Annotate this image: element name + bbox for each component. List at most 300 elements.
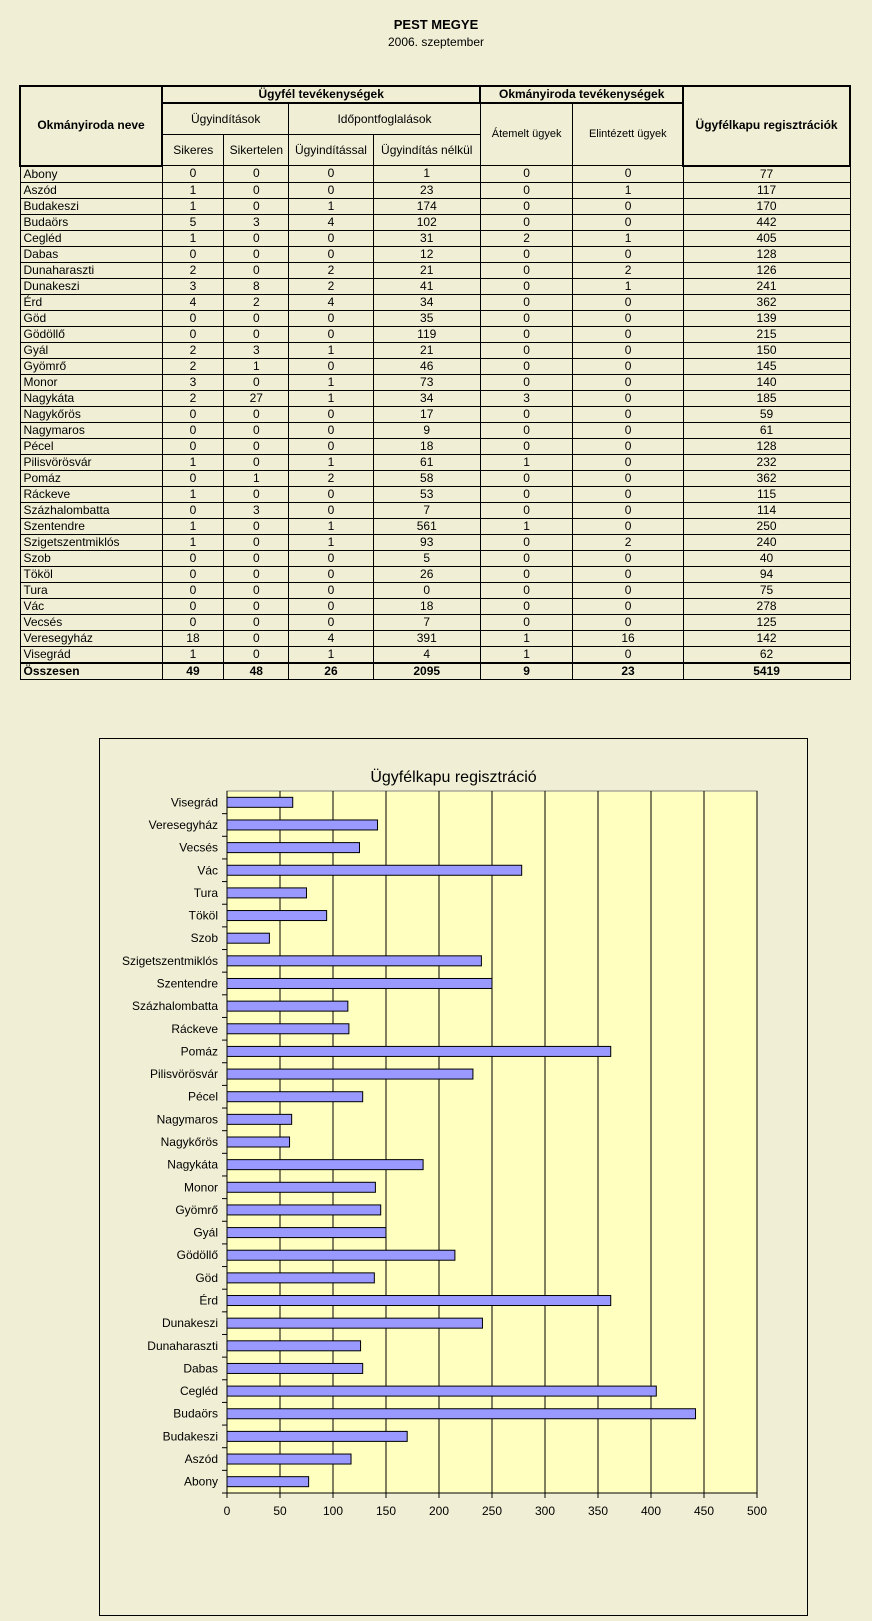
group-client-header: Ügyfél tevékenységek [162,86,480,103]
value-cell: 12 [373,246,480,262]
bar [227,911,327,921]
value-cell: 0 [224,182,289,198]
x-tick-label: 150 [375,1504,397,1518]
office-name-cell: Vác [20,598,162,614]
value-cell: 0 [289,582,373,598]
y-tick-label: Cegléd [179,1384,218,1399]
y-tick-label: Dunakeszi [161,1316,218,1331]
value-cell: 3 [480,390,573,406]
bar [227,1454,351,1464]
value-cell: 0 [289,166,373,183]
x-tick-label: 200 [428,1504,450,1518]
value-cell: 0 [289,486,373,502]
value-cell: 0 [480,214,573,230]
value-cell: 1 [162,646,224,663]
value-cell: 4 [289,214,373,230]
table-body [20,166,850,680]
value-cell: 1 [289,534,373,550]
value-cell: 0 [573,294,683,310]
y-tick-label: Veresegyház [148,817,218,832]
value-cell: 0 [289,358,373,374]
table-row [20,310,850,326]
value-cell: 119 [373,326,480,342]
value-cell: 0 [289,422,373,438]
chart-title: Ügyfélkapu regisztráció [370,769,537,786]
value-cell: 185 [683,390,850,406]
office-name-cell: Nagykőrös [20,406,162,422]
value-cell: 0 [224,262,289,278]
value-cell: 5 [373,550,480,566]
table-row [20,198,850,214]
value-cell: 1 [573,182,683,198]
value-cell: 0 [573,214,683,230]
value-cell: 2 [162,390,224,406]
office-name-cell: Tököl [20,566,162,582]
value-cell: 0 [480,582,573,598]
value-cell: 2 [224,294,289,310]
office-name-cell: Monor [20,374,162,390]
office-name-cell: Százhalombatta [20,502,162,518]
value-cell: 0 [573,246,683,262]
y-tick-label: Gyál [193,1225,218,1240]
value-cell: 250 [683,518,850,534]
table-row [20,566,850,582]
value-cell: 0 [480,326,573,342]
value-cell: 34 [373,294,480,310]
bar [227,1341,361,1351]
value-cell: 1 [162,230,224,246]
value-cell: 0 [162,422,224,438]
col-with-header: Ügyindítással [289,135,373,166]
value-cell: 115 [683,486,850,502]
value-cell: 75 [683,582,850,598]
y-tick-label: Tura [193,885,218,900]
value-cell: 0 [162,438,224,454]
value-cell: 1 [162,518,224,534]
table-row [20,326,850,342]
value-cell: 0 [162,470,224,486]
value-cell: 0 [573,358,683,374]
value-cell: 1 [573,230,683,246]
y-tick-label: Nagykáta [167,1157,218,1172]
value-cell: 3 [224,342,289,358]
table-total-row [20,663,850,680]
bar [227,820,378,830]
value-cell: 4 [289,630,373,646]
value-cell: 2 [162,358,224,374]
table-row [20,278,850,294]
office-name-cell: Cegléd [20,230,162,246]
value-cell: 114 [683,502,850,518]
office-name-cell: Göd [20,310,162,326]
y-tick-label: Vecsés [179,840,218,855]
value-cell: 0 [480,310,573,326]
bar [227,1296,611,1306]
value-cell: 278 [683,598,850,614]
value-cell: 1 [289,374,373,390]
value-cell: 0 [224,598,289,614]
value-cell: 1 [162,454,224,470]
value-cell: 49 [162,663,224,680]
value-cell: 0 [480,342,573,358]
table-row [20,230,850,246]
table-row [20,438,850,454]
value-cell: 62 [683,646,850,663]
value-cell: 4 [373,646,480,663]
office-name-cell: Aszód [20,182,162,198]
value-cell: 0 [224,646,289,663]
x-tick-label: 400 [640,1504,662,1518]
value-cell: 0 [573,406,683,422]
value-cell: 362 [683,470,850,486]
value-cell: 442 [683,214,850,230]
table-row [20,582,850,598]
value-cell: 0 [573,422,683,438]
value-cell: 58 [373,470,480,486]
bar [227,1069,473,1079]
value-cell: 0 [289,406,373,422]
table-row [20,374,850,390]
value-cell: 48 [224,663,289,680]
office-name-cell: Ráckeve [20,486,162,502]
value-cell: 0 [224,230,289,246]
value-cell: 0 [224,550,289,566]
value-cell: 2 [289,262,373,278]
value-cell: 1 [162,198,224,214]
value-cell: 0 [162,502,224,518]
value-cell: 40 [683,550,850,566]
value-cell: 0 [224,326,289,342]
chart-area [99,738,808,1616]
value-cell: 9 [480,663,573,680]
y-tick-label: Ráckeve [171,1021,218,1036]
value-cell: 0 [480,246,573,262]
table-row [20,470,850,486]
value-cell: 0 [289,310,373,326]
value-cell: 2 [573,262,683,278]
bar [227,1160,423,1170]
value-cell: 17 [373,406,480,422]
value-cell: 35 [373,310,480,326]
value-cell: 0 [480,438,573,454]
bar [227,1114,292,1124]
value-cell: 2 [480,230,573,246]
value-cell: 2 [162,342,224,358]
value-cell: 0 [480,486,573,502]
y-tick-label: Dabas [183,1361,218,1376]
table-row [20,246,850,262]
x-tick-label: 300 [534,1504,556,1518]
value-cell: 41 [373,278,480,294]
value-cell: 1 [573,278,683,294]
x-tick-label: 500 [746,1504,768,1518]
value-cell: 0 [480,294,573,310]
office-name-cell: Veresegyház [20,630,162,646]
value-cell: 23 [373,182,480,198]
value-cell: 7 [373,502,480,518]
value-cell: 46 [373,358,480,374]
value-cell: 0 [289,182,373,198]
sub-initiations-header: Ügyindítások [162,103,289,135]
bar [227,1001,348,1011]
value-cell: 0 [573,454,683,470]
value-cell: 3 [224,502,289,518]
value-cell: 18 [373,438,480,454]
value-cell: 27 [224,390,289,406]
office-name-cell: Abony [20,166,162,183]
value-cell: 0 [224,614,289,630]
value-cell: 1 [162,182,224,198]
value-cell: 0 [289,326,373,342]
office-name-cell: Dunaharaszti [20,262,162,278]
office-name-cell: Visegrád [20,646,162,663]
value-cell: 0 [573,598,683,614]
office-name-cell: Dabas [20,246,162,262]
office-name-cell: Budaörs [20,214,162,230]
value-cell: 0 [480,374,573,390]
value-cell: 1 [289,342,373,358]
value-cell: 0 [289,246,373,262]
col-office-header: Okmányiroda neve [20,86,162,166]
value-cell: 73 [373,374,480,390]
value-cell: 0 [573,470,683,486]
value-cell: 2 [573,534,683,550]
value-cell: 0 [224,630,289,646]
y-tick-label: Göd [195,1270,218,1285]
value-cell: 61 [683,422,850,438]
col-without-header: Ügyindítás nélkül [373,135,480,166]
value-cell: 174 [373,198,480,214]
value-cell: 59 [683,406,850,422]
bar [227,1205,381,1215]
value-cell: 31 [373,230,480,246]
value-cell: 94 [683,566,850,582]
value-cell: 0 [224,566,289,582]
value-cell: 0 [162,406,224,422]
value-cell: 21 [373,342,480,358]
office-name-cell: Gyál [20,342,162,358]
y-tick-label: Pilisvörösvár [149,1067,218,1082]
value-cell: 0 [573,566,683,582]
value-cell: 102 [373,214,480,230]
bar [227,1477,309,1487]
office-name-cell: Szob [20,550,162,566]
value-cell: 2 [162,262,224,278]
value-cell: 0 [480,422,573,438]
y-tick-label: Abony [183,1474,218,1489]
value-cell: 18 [373,598,480,614]
value-cell: 1 [162,486,224,502]
value-cell: 2095 [373,663,480,680]
office-name-cell: Gyömrő [20,358,162,374]
table-row [20,518,850,534]
office-name-cell: Összesen [20,663,162,680]
table-row [20,550,850,566]
value-cell: 93 [373,534,480,550]
value-cell: 0 [289,550,373,566]
value-cell: 0 [224,454,289,470]
value-cell: 0 [480,406,573,422]
value-cell: 8 [224,278,289,294]
value-cell: 561 [373,518,480,534]
value-cell: 362 [683,294,850,310]
value-cell: 0 [224,422,289,438]
value-cell: 1 [480,646,573,663]
table-row [20,614,850,630]
office-name-cell: Gödöllő [20,326,162,342]
value-cell: 0 [480,278,573,294]
value-cell: 5 [162,214,224,230]
value-cell: 0 [162,246,224,262]
bar [227,933,269,943]
value-cell: 0 [480,358,573,374]
value-cell: 1 [480,630,573,646]
x-tick-label: 0 [223,1504,231,1518]
value-cell: 0 [573,198,683,214]
value-cell: 9 [373,422,480,438]
table-row [20,406,850,422]
x-tick-label: 100 [322,1504,344,1518]
value-cell: 1 [289,390,373,406]
value-cell: 240 [683,534,850,550]
bar [227,1137,290,1147]
office-name-cell: Szentendre [20,518,162,534]
value-cell: 1 [289,198,373,214]
value-cell: 0 [480,550,573,566]
value-cell: 0 [162,166,224,183]
value-cell: 391 [373,630,480,646]
y-tick-label: Budaörs [173,1406,218,1421]
value-cell: 0 [573,550,683,566]
value-cell: 0 [573,502,683,518]
value-cell: 0 [573,310,683,326]
value-cell: 3 [162,278,224,294]
y-tick-label: Dunaharaszti [147,1338,218,1353]
value-cell: 21 [373,262,480,278]
value-cell: 0 [224,198,289,214]
value-cell: 0 [573,326,683,342]
col-success-header: Sikeres [162,135,224,166]
y-tick-label: Nagykőrös [160,1135,218,1149]
office-name-cell: Tura [20,582,162,598]
value-cell: 0 [573,166,683,183]
office-name-cell: Pilisvörösvár [20,454,162,470]
value-cell: 0 [162,614,224,630]
table-row [20,534,850,550]
value-cell: 0 [162,598,224,614]
page-subtitle: 2006. szeptember [387,35,485,49]
bar [227,797,293,807]
bar [227,1386,656,1396]
value-cell: 128 [683,438,850,454]
value-cell: 61 [373,454,480,470]
table-row [20,294,850,310]
office-name-cell: Budakeszi [20,198,162,214]
table-row [20,422,850,438]
value-cell: 0 [480,166,573,183]
bar [227,865,522,875]
value-cell: 0 [224,374,289,390]
value-cell: 0 [480,566,573,582]
table-row [20,358,850,374]
value-cell: 0 [573,486,683,502]
value-cell: 1 [224,358,289,374]
value-cell: 0 [480,598,573,614]
value-cell: 125 [683,614,850,630]
value-cell: 1 [480,518,573,534]
bar [227,1273,374,1283]
bar [227,888,307,898]
y-tick-label: Vác [197,863,218,878]
bar [227,1046,611,1056]
bar [227,956,481,966]
table-row [20,390,850,406]
bar [227,843,360,853]
value-cell: 0 [289,614,373,630]
value-cell: 126 [683,262,850,278]
value-cell: 3 [162,374,224,390]
value-cell: 0 [224,486,289,502]
value-cell: 77 [683,166,850,183]
y-tick-label: Érd [199,1293,218,1308]
value-cell: 0 [573,390,683,406]
sub-appointments-header: Időpontfoglalások [289,103,481,135]
value-cell: 4 [289,294,373,310]
value-cell: 18 [162,630,224,646]
table-row [20,262,850,278]
bar [227,1431,407,1441]
value-cell: 0 [224,166,289,183]
y-tick-label: Nagymaros [156,1112,218,1127]
value-cell: 0 [573,646,683,663]
value-cell: 0 [573,518,683,534]
value-cell: 1 [289,646,373,663]
y-tick-label: Monor [183,1180,218,1195]
value-cell: 0 [162,550,224,566]
table-row [20,342,850,358]
office-name-cell: Nagymaros [20,422,162,438]
value-cell: 0 [480,502,573,518]
y-tick-label: Pécel [187,1089,218,1104]
group-office-header: Okmányiroda tevékenységek [480,86,683,103]
value-cell: 145 [683,358,850,374]
y-tick-label: Aszód [184,1452,218,1467]
value-cell: 0 [289,502,373,518]
value-cell: 0 [162,566,224,582]
office-name-cell: Pécel [20,438,162,454]
value-cell: 1 [480,454,573,470]
value-cell: 0 [162,310,224,326]
value-cell: 34 [373,390,480,406]
value-cell: 170 [683,198,850,214]
x-tick-label: 350 [587,1504,609,1518]
table-row [20,598,850,614]
value-cell: 0 [224,246,289,262]
value-cell: 0 [224,406,289,422]
page-title: PEST MEGYE [393,17,479,32]
col-portal-header: Ügyfélkapu regisztrációk [683,86,850,166]
x-tick-label: 50 [273,1504,287,1518]
bar-chart [100,739,807,1615]
value-cell: 0 [289,566,373,582]
value-cell: 16 [573,630,683,646]
bar [227,1092,363,1102]
value-cell: 0 [289,598,373,614]
table-row [20,454,850,470]
office-name-cell: Pomáz [20,470,162,486]
table-row [20,646,850,663]
y-tick-label: Budakeszi [162,1429,218,1444]
